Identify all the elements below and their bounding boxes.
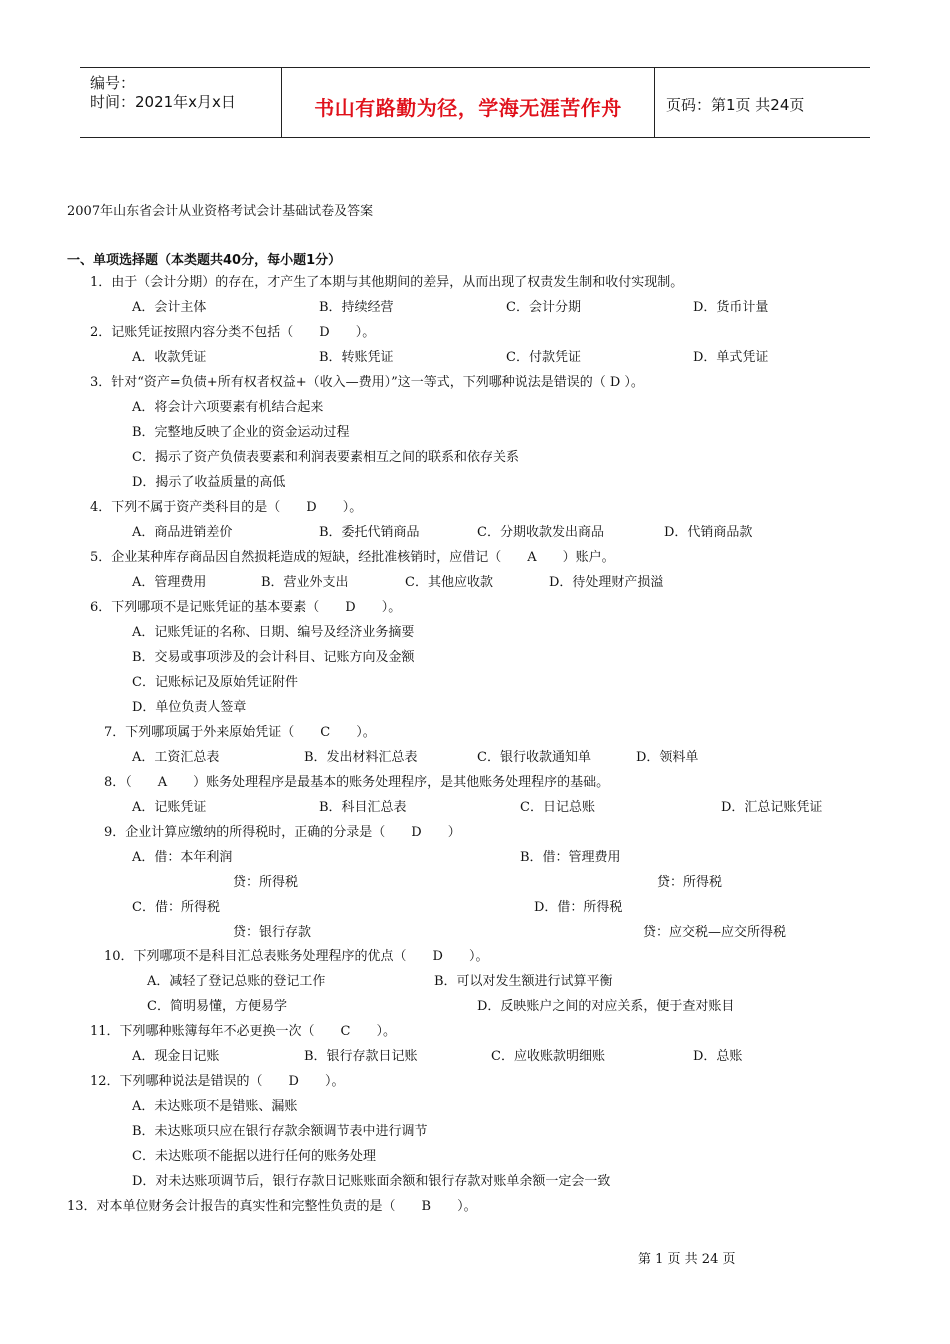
option: A．管理费用 (132, 575, 207, 590)
option: C．日记总账 (520, 800, 595, 815)
question-13: 13．对本单位财务会计报告的真实性和完整性负责的是（ B ）。 (67, 1199, 477, 1214)
question-2: 2．记账凭证按照内容分类不包括（ D ）。 (90, 325, 376, 340)
option: B．未达账项只应在银行存款余额调节表中进行调节 (132, 1124, 428, 1139)
option: B．银行存款日记账 (304, 1049, 418, 1064)
option: B．营业外支出 (261, 575, 349, 590)
question-4: 4．下列不属于资产类科目的是（ D ）。 (90, 500, 363, 515)
option: D．单位负责人签章 (132, 700, 247, 715)
question-7: 7．下列哪项属于外来原始凭证（ C ）。 (104, 725, 376, 740)
option: B．委托代销商品 (319, 525, 420, 540)
question-12: 12．下列哪种说法是错误的（ D ）。 (90, 1074, 345, 1089)
option-credit: 贷：所得税 (657, 875, 723, 890)
option: D．总账 (693, 1049, 743, 1064)
option-credit: 贷：应交税—应交所得税 (643, 925, 787, 940)
option: D．货币计量 (693, 300, 769, 315)
option: C．银行收款通知单 (477, 750, 591, 765)
option: C．借：所得税 (132, 900, 220, 915)
option: D．对未达账项调节后，银行存款日记账账面余额和银行存款对账单余额一定会一致 (132, 1174, 611, 1189)
option: B．交易或事项涉及的会计科目、记账方向及金额 (132, 650, 415, 665)
option: A．收款凭证 (132, 350, 207, 365)
option: A．现金日记账 (132, 1049, 220, 1064)
header-table (80, 67, 870, 138)
option: C．其他应收款 (405, 575, 493, 590)
option-credit: 贷：银行存款 (233, 925, 312, 940)
question-5: 5．企业某种库存商品因自然损耗造成的短缺，经批准核销时，应借记（ A ）账户。 (90, 550, 615, 565)
option: A．减轻了登记总账的登记工作 (147, 974, 326, 989)
option: B．完整地反映了企业的资金运动过程 (132, 425, 350, 440)
option: A．记账凭证的名称、日期、编号及经济业务摘要 (132, 625, 415, 640)
question-1: 1．由于（会计分期）的存在，才产生了本期与其他期间的差异，从而出现了权责发生制和收付实现制。 (90, 275, 684, 290)
option: D．单式凭证 (693, 350, 769, 365)
question-8: 8．（ A ）账务处理程序是最基本的账务处理程序，是其他账务处理程序的基础。 (104, 775, 610, 790)
page-info: 页码：第1页 共24页 (666, 96, 805, 114)
option: B．可以对发生额进行试算平衡 (434, 974, 613, 989)
question-6: 6．下列哪项不是记账凭证的基本要素（ D ）。 (90, 600, 402, 615)
document-title: 2007年山东省会计从业资格考试会计基础试卷及答案 (67, 204, 374, 219)
option: A．借：本年利润 (132, 850, 233, 865)
date-line: 时间：2021年x月x日 (90, 93, 236, 111)
option: D．代销商品款 (664, 525, 753, 540)
option: B．发出材料汇总表 (304, 750, 418, 765)
question-10: 10．下列哪项不是科目汇总表账务处理程序的优点（ D ）。 (104, 949, 489, 964)
option: C．简明易懂，方便易学 (147, 999, 287, 1014)
option: B．科目汇总表 (319, 800, 407, 815)
option: A．工资汇总表 (132, 750, 220, 765)
page-footer: 第 1 页 共 24 页 (638, 1252, 736, 1267)
section-title: 一、单项选择题（本类题共40分，每小题1分） (67, 253, 342, 268)
motto: 书山有路勤为径，学海无涯苦作舟 (314, 96, 622, 120)
number-label: 编号： (90, 74, 136, 92)
option: C．会计分期 (506, 300, 581, 315)
option: A．记账凭证 (132, 800, 207, 815)
question-11: 11．下列哪种账簿每年不必更换一次（ C ）。 (90, 1024, 396, 1039)
option: A．会计主体 (132, 300, 207, 315)
header-page-cell (656, 68, 870, 137)
option: D．反映账户之间的对应关系，便于查对账目 (477, 999, 735, 1014)
option: D．借：所得税 (534, 900, 623, 915)
option: C．揭示了资产负债表要素和利润表要素相互之间的联系和依存关系 (132, 450, 519, 465)
option: D．揭示了收益质量的高低 (132, 475, 286, 490)
option: A．商品进销差价 (132, 525, 233, 540)
option: D．领料单 (636, 750, 699, 765)
option: B．持续经营 (319, 300, 394, 315)
option: D．汇总记账凭证 (721, 800, 823, 815)
option: B．借：管理费用 (520, 850, 621, 865)
header-left-cell (80, 68, 280, 137)
option: C．未达账项不能据以进行任何的账务处理 (132, 1149, 376, 1164)
header-motto-cell (281, 68, 655, 137)
option: B．转账凭证 (319, 350, 394, 365)
option-credit: 贷：所得税 (233, 875, 299, 890)
option: C．应收账款明细账 (491, 1049, 605, 1064)
option: A．将会计六项要素有机结合起来 (132, 400, 324, 415)
question-9: 9．企业计算应缴纳的所得税时，正确的分录是（ D ） (104, 825, 461, 840)
option: D．待处理财产损溢 (549, 575, 664, 590)
option: C．分期收款发出商品 (477, 525, 604, 540)
question-3: 3．针对“资产=负债+所有权者权益+（收入—费用）”这一等式，下列哪种说法是错误的（ D ）。 (90, 375, 644, 390)
option: C．记账标记及原始凭证附件 (132, 675, 298, 690)
option: A．未达账项不是错账、漏账 (132, 1099, 298, 1114)
option: C．付款凭证 (506, 350, 581, 365)
